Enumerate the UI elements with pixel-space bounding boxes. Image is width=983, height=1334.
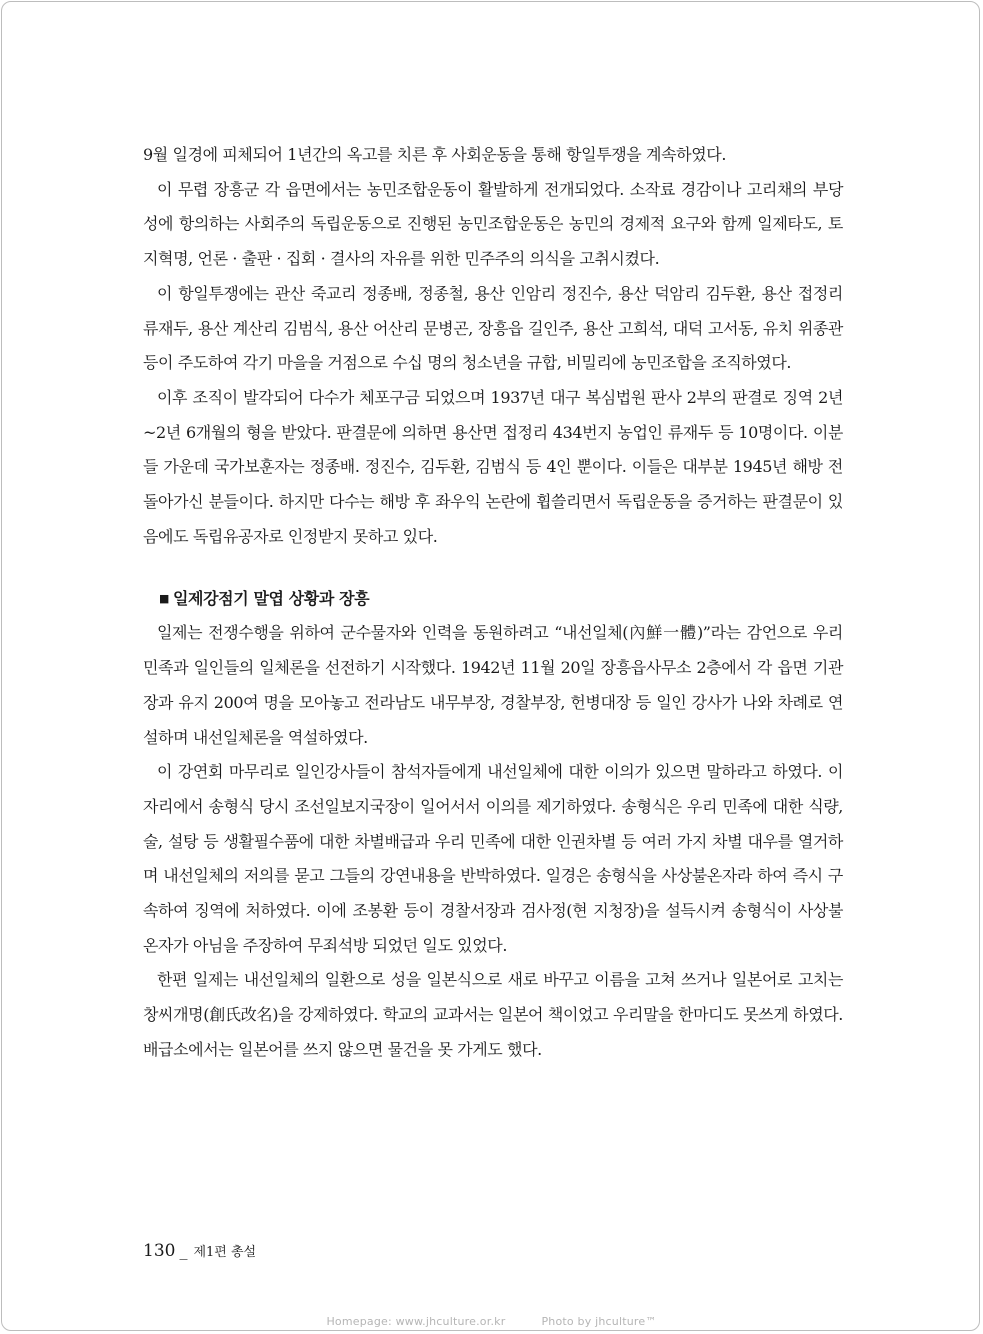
paragraph: 한편 일제는 내선일체의 일환으로 성을 일본식으로 새로 바꾸고 이름을 고쳐 쓰거나 일본어로 고치는 창씨개명(創氏改名)을 강제하였다. 학교의 교과서는 일본어 책이었고 우리말을 한마디도 못쓰게 하였다. 배급소에서는 일본어를 쓰지 않으면 물건을 못 가게도 했다. bbox=[143, 970, 843, 1059]
paragraph: 이후 조직이 발각되어 다수가 체포구금 되었으며 1937년 대구 복심법원 판사 2부의 판결로 징역 2년~2년 6개월의 형을 받았다. 판결문에 의하면 용산면 접정리 434번지 농업인 류재두 등 10명이다. 이분들 가운데 국가보훈자는 정종배. 정진수, 김두환, 김범식 등 4인 뿐이다. 이들은 대부분 1945년 해방 전 돌아가신 분들이다. 하지만 다수는 해방 후 좌우익 논란에 휩쓸리면서 독립운동을 증거하는 판결문이 있음에도 독립유공자로 인정받지 못하고 있다. bbox=[143, 387, 843, 546]
paragraph: 일제는 전쟁수행을 위하여 군수물자와 인력을 동원하려고 “내선일체(內鮮一體)”라는 감언으로 우리 민족과 일인들의 일체론을 선전하기 시작했다. 1942년 11월 20일 장흥읍사무소 2층에서 각 읍면 기관장과 유지 200여 명을 모아놓고 전라남도 내무부장, 경찰부장, 헌병대장 등 일인 강사가 나와 차례로 연설하며 내선일체론을 역설하였다. bbox=[143, 623, 843, 747]
page-body bbox=[143, 138, 843, 1068]
paragraph: 9월 일경에 피체되어 1년간의 옥고를 치른 후 사회운동을 통해 항일투쟁을 계속하였다. bbox=[143, 145, 727, 164]
paragraph: 이 강연회 마무리로 일인강사들이 참석자들에게 내선일체에 대한 이의가 있으면 말하라고 하였다. 이 자리에서 송형식 당시 조선일보지국장이 일어서서 이의를 제기하였다. 송형식은 우리 민족에 대한 식량, 술, 설탕 등 생활필수품에 대한 차별배급과 우리 민족에 대한 인권차별 등 여러 가지 차별 대우를 열거하며 내선일체의 저의를 묻고 그들의 강연내용을 반박하였다. 일경은 송형식을 사상불온자라 하여 즉시 구속하여 징역에 처하였다. 이에 조봉환 등이 경찰서장과 검사정(현 지청장)을 설득시켜 송형식이 사상불온자가 아님을 주장하여 무죄석방 되었던 일도 있었다. bbox=[143, 762, 843, 955]
footer-separator: _ bbox=[179, 1241, 188, 1260]
paragraph: 이 항일투쟁에는 관산 죽교리 정종배, 정종철, 용산 인암리 정진수, 용산 덕암리 김두환, 용산 접정리 류재두, 용산 계산리 김범식, 용산 어산리 문병곤, 장흥읍 길인주, 용산 고희석, 대덕 고서동, 유치 위종관 등이 주도하여 각기 마을을 거점으로 수십 명의 청소년을 규합, 비밀리에 농민조합을 조직하였다. bbox=[143, 283, 843, 373]
page-footer bbox=[143, 1237, 256, 1267]
square-bullet-icon: ■ bbox=[159, 592, 169, 606]
watermark bbox=[0, 1315, 983, 1328]
watermark-photo-credit: Photo by jhculture™ bbox=[541, 1315, 657, 1328]
paragraph: 이 무렵 장흥군 각 읍면에서는 농민조합운동이 활발하게 전개되었다. 소작료 경감이나 고리채의 부당성에 항의하는 사회주의 독립운동으로 진행된 농민조합운동은 농민의 경제적 요구와 함께 일제타도, 토지혁명, 언론 · 출판 · 집회 · 결사의 자유를 위한 민주주의 의식을 고취시켰다. bbox=[143, 179, 843, 269]
section-heading bbox=[143, 582, 843, 616]
section-heading-text: 일제강점기 말엽 상황과 장흥 bbox=[173, 589, 370, 609]
watermark-homepage: Homepage: www.jhculture.or.kr bbox=[326, 1315, 506, 1328]
footer-section-title: 제1편 총설 bbox=[193, 1245, 257, 1260]
page-number: 130 bbox=[143, 1241, 176, 1261]
